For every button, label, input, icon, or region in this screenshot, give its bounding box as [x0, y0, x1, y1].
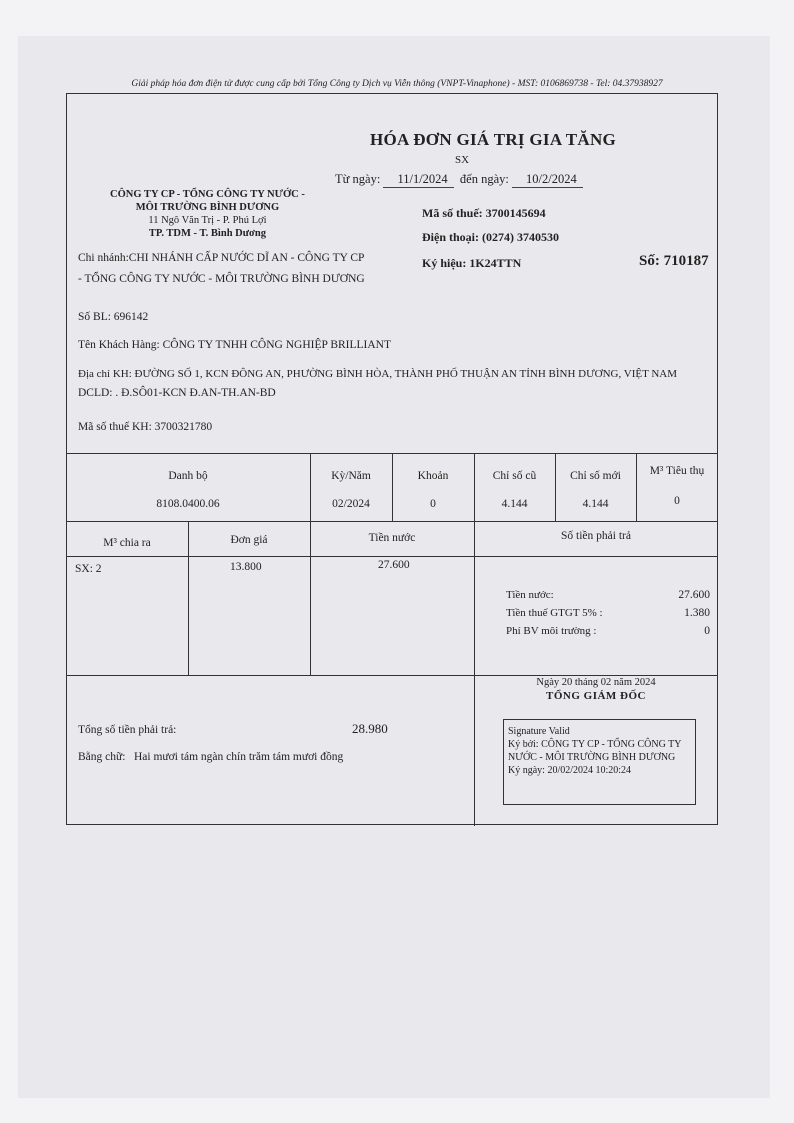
so-bl: Số BL: 696142 [78, 311, 149, 323]
total-label: Tổng số tiền phải trả: [78, 724, 177, 736]
t2-cell-tien-nuoc: 27.600 [378, 559, 410, 571]
signing-date: Ngày 20 tháng 02 năm 2024 [536, 677, 656, 688]
t1-value-chi-so-cu: 4.144 [501, 498, 528, 510]
summary-vat-value: 1.380 [684, 607, 710, 619]
in-words-label: Bằng chữ: [78, 751, 126, 763]
summary-env-fee-value: 0 [704, 625, 710, 637]
total-value: 28.980 [352, 721, 388, 736]
t2-header-m3-chia-ra: M³ chia ra [103, 537, 151, 549]
t1-col-divider [474, 453, 475, 521]
director-title: TỔNG GIÁM ĐỐC [546, 690, 646, 702]
seller-address-line1: 11 Ngô Văn Trị - P. Phú Lợi [148, 215, 267, 226]
in-words: Hai mươi tám ngàn chín trăm tám mươi đồng [134, 751, 344, 763]
invoice-symbol: Ký hiệu: 1K24TTN [422, 256, 522, 270]
branch-name: CHI NHÁNH CẤP NƯỚC DĨ AN - CÔNG TY CP - TỔNG CÔNG TY NƯỚC - MÔI TRƯỜNG BÌNH DƯƠNG [78, 252, 365, 285]
summary-water-value: 27.600 [678, 589, 710, 601]
t1-value-khoan: 0 [430, 498, 436, 510]
t1-header-ky-nam: Kỳ/Năm [331, 470, 371, 482]
t2-header-so-tien-phai-tra: Số tiền phải trả [561, 530, 631, 542]
t2-cell-m3-chia-ra: SX: 2 [75, 563, 102, 575]
summary-vat-label: Tiền thuế GTGT 5% : [506, 607, 603, 619]
t1-value-tieu-thu: 0 [674, 495, 680, 507]
invoice-number: Số: 710187 [639, 253, 709, 269]
signature-signer-line2: NƯỚC - MÔI TRƯỜNG BÌNH DƯƠNG [508, 752, 676, 763]
invoice-title: HÓA ĐƠN GIÁ TRỊ GIA TĂNG [370, 130, 617, 149]
t1-value-ky-nam: 02/2024 [332, 498, 370, 510]
t2-header-tien-nuoc: Tiền nước [368, 532, 416, 544]
t1-col-divider [636, 453, 637, 521]
to-date: 10/2/2024 [512, 172, 583, 188]
signature-signer-line1: Ký bởi: CÔNG TY CP - TỔNG CÔNG TY [508, 739, 682, 750]
customer-tax-code: Mã số thuế KH: 3700321780 [78, 421, 213, 433]
t2-header-don-gia: Đơn giá [230, 534, 268, 546]
t1-header-tieu-thu: M³ Tiêu thụ [649, 465, 705, 477]
signature-signed-at: Ký ngày: 20/02/2024 10:20:24 [508, 765, 632, 776]
t1-header-chi-so-cu: Chỉ số cũ [492, 470, 537, 482]
seller-name-line1: CÔNG TY CP - TỔNG CÔNG TY NƯỚC - [110, 189, 305, 200]
seller-phone: Điện thoại: (0274) 3740530 [422, 230, 559, 244]
customer-name: Tên Khách Hàng: CÔNG TY TNHH CÔNG NGHIỆP BRILLIANT [78, 339, 392, 351]
seller-address-line2: TP. TDM - T. Bình Dương [148, 228, 266, 239]
t1-col-divider [555, 453, 556, 521]
invoice-subtitle: SX [455, 154, 470, 166]
from-label: Từ ngày: [335, 172, 381, 186]
branch-info [78, 248, 368, 290]
table2-header-rule [66, 556, 718, 557]
seller-name-line2: MÔI TRƯỜNG BÌNH DƯƠNG [135, 202, 280, 213]
digital-signature-box [503, 719, 696, 805]
table1-bottom-rule [66, 521, 718, 522]
branch-label: Chi nhánh: [78, 252, 129, 264]
t1-header-danh-bo: Danh bộ [168, 470, 208, 482]
t1-col-divider [310, 453, 311, 521]
from-date: 11/1/2024 [383, 172, 453, 188]
to-label: đến ngày: [459, 172, 509, 186]
t2-cell-don-gia: 13.800 [230, 561, 262, 573]
seller-tax-code: Mã số thuế: 3700145694 [422, 206, 546, 220]
t1-value-chi-so-moi: 4.144 [582, 498, 609, 510]
t1-value-danh-bo: 8108.0400.06 [156, 498, 220, 510]
t2-col-divider [310, 521, 311, 675]
provider-note: Giải pháp hóa đơn điện tử được cung cấp bởi Tổng Công ty Dịch vụ Viễn thông (VNPT-Vinaphone) - MST: 0106869738 - Tel: 04.37938927 [131, 79, 663, 89]
t1-header-khoan: Khoản [417, 470, 449, 482]
summary-water-label: Tiền nước: [506, 589, 554, 601]
t2-col-divider [474, 521, 475, 826]
dcld: DCLD: . Đ.SÔ01-KCN Đ.AN-TH.AN-BD [78, 387, 276, 399]
summary-env-fee-label: Phí BV môi trường : [506, 625, 597, 637]
signature-status: Signature Valid [508, 726, 570, 737]
t1-header-chi-so-moi: Chỉ số mới [570, 470, 621, 482]
customer-address: Địa chỉ KH: ĐƯỜNG SỐ 1, KCN ĐÔNG AN, PHƯỜNG BÌNH HÒA, THÀNH PHỐ THUẬN AN TỈNH BÌNH DƯƠNG, VIỆT NAM [78, 368, 678, 380]
t1-col-divider [392, 453, 393, 521]
seller-block [110, 188, 305, 240]
billing-period [335, 172, 583, 188]
